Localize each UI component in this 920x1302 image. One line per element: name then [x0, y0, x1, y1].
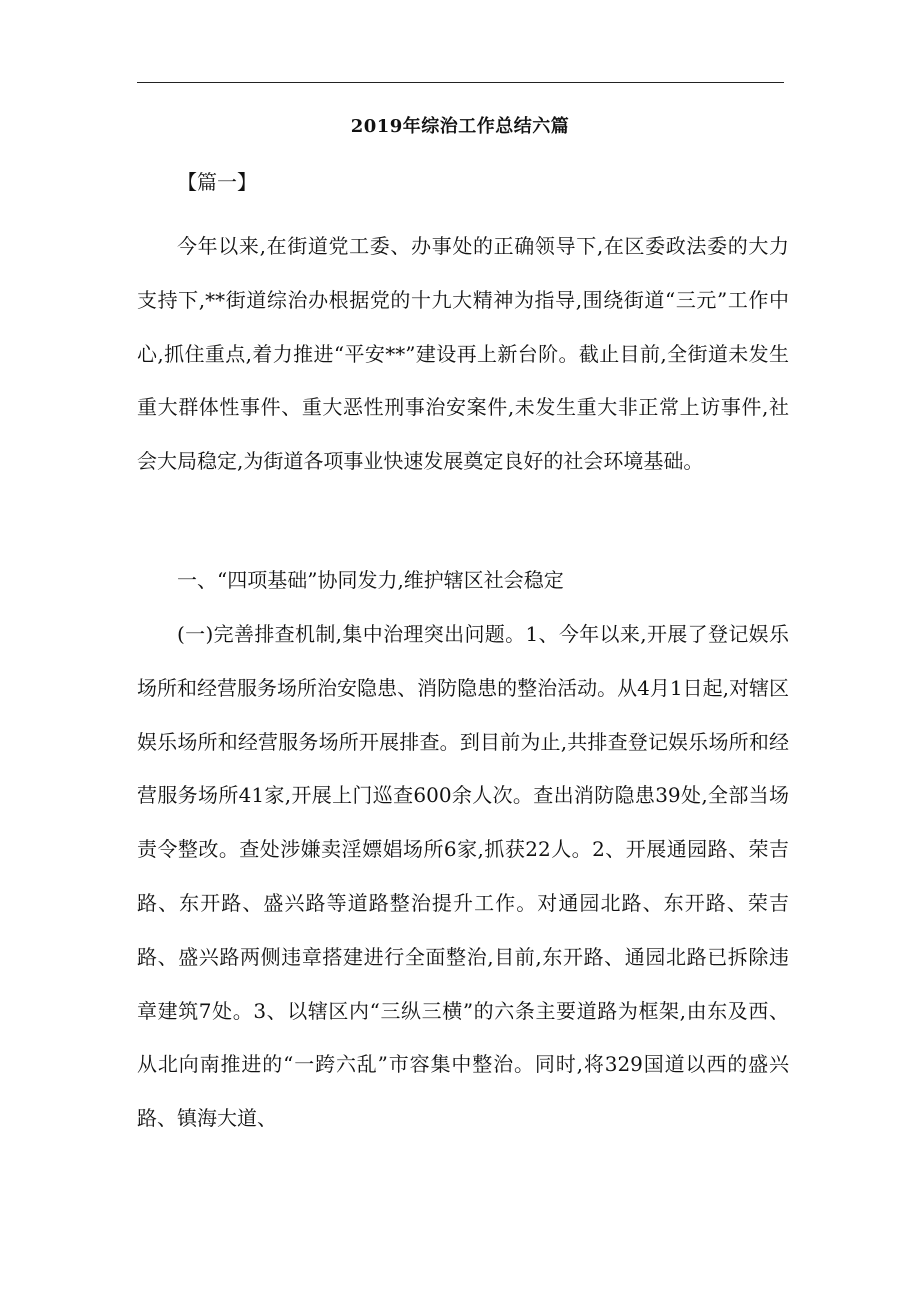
header-rule — [137, 82, 784, 83]
section-heading: 一、“四项基础”协同发力,维护辖区社会稳定 — [177, 568, 564, 592]
document-title: 2019年综治工作总结六篇 — [350, 116, 570, 137]
body-paragraph: (一)完善排查机制,集中治理突出问题。1、今年以来,开展了登记娱乐场所和经营服务场所治安隐患、消防隐患的整治活动。从4月1日起,对辖区娱乐场所和经营服务场所开展排查。到目前为止,共排查登记娱乐场所和经营服务场所41家,开展上门巡查600余人次。查出消防隐患39处,全部当场责令整改。查处涉嫌卖淫嫖娼场所6家,抓获22人。2、开展通园路、荣吉路、东开路、盛兴路等道路整治提升工作。对通园北路、东开路、荣吉路、盛兴路两侧违章搭建进行全面整治,目前,东开路、通园北路已拆除违章建筑7处。3、以辖区内“三纵三横”的六条主要道路为框架,由东及西、从北向南推进的“一跨六乱”市容集中整治。同时,将329国道以西的盛兴路、镇海大道、 — [137, 622, 789, 1131]
intro-paragraph: 今年以来,在街道党工委、办事处的正确领导下,在区委政法委的大力支持下,**街道综治办根据党的十九大精神为指导,围绕街道“三元”工作中心,抓住重点,着力推进“平安**”建设再上新台阶。截止目前,全街道未发生重大群体性事件、重大恶性刑事治安案件,未发生重大非正常上访事件,社会大局稳定,为街道各项事业快速发展奠定良好的社会环境基础。 — [137, 234, 789, 474]
section-label: 【篇一】 — [177, 170, 257, 194]
